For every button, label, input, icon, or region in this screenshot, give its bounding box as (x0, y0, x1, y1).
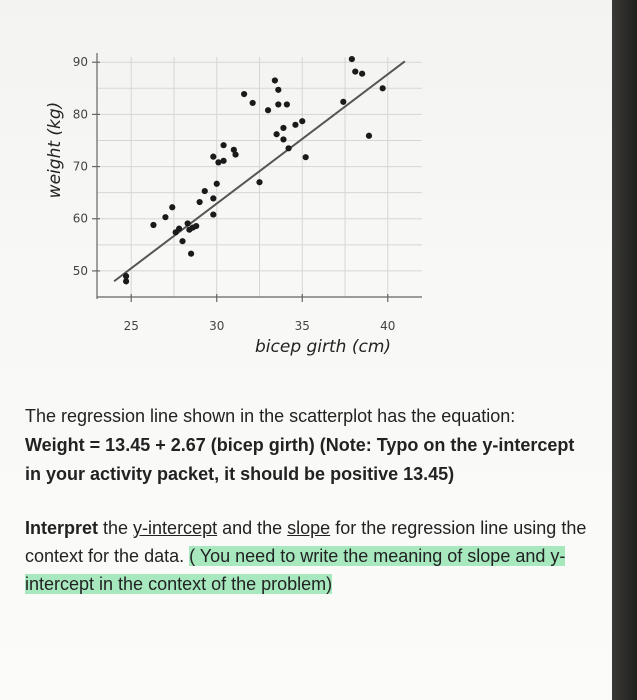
data-point (272, 77, 278, 83)
data-point (250, 100, 256, 106)
data-point (280, 125, 286, 131)
x-tick-label: 30 (209, 319, 225, 333)
data-point (366, 133, 372, 139)
y-tick-label: 60 (72, 211, 88, 226)
data-point (275, 101, 281, 107)
data-point (185, 220, 191, 226)
data-point (299, 118, 305, 124)
data-point (265, 107, 271, 113)
data-point (210, 195, 216, 201)
y-tick-label: 70 (72, 159, 88, 174)
data-point (274, 131, 280, 137)
y-tick-label: 50 (72, 263, 88, 278)
data-point (275, 87, 281, 93)
data-point (169, 204, 175, 210)
data-point (284, 101, 290, 107)
instructions-text: for the regression line using the context for the data. (25, 518, 587, 566)
data-point (352, 69, 358, 75)
data-point (193, 223, 199, 229)
question-text (25, 402, 595, 598)
slope-term: slope (287, 518, 331, 538)
data-point (150, 222, 156, 228)
data-point (123, 273, 129, 279)
data-point (241, 91, 247, 97)
data-point (220, 142, 226, 148)
data-point (380, 85, 386, 91)
y-axis-label: weight (kg) (45, 101, 65, 199)
data-point (197, 199, 203, 205)
data-point (210, 211, 216, 217)
paragraph-instructions (25, 514, 595, 598)
intro-text: The regression line shown in the scatterplot has the equation: (25, 406, 516, 426)
data-point (292, 122, 298, 128)
x-tick-label: 25 (123, 319, 139, 333)
background-edge (612, 0, 637, 700)
data-point (280, 136, 286, 142)
highlighted-instruction: ( You need to write the meaning of slope and y-intercept in the context of the problem) (25, 546, 566, 594)
chart-grid (97, 57, 422, 297)
x-tick-label: 35 (294, 319, 310, 333)
data-point (162, 214, 168, 220)
data-point (214, 181, 220, 187)
equation-text: Weight = 13.45 + 2.67 (bicep girth) (Note: Typo on the y-intercept in your activity packet, it should be positive 13.45) (25, 435, 575, 484)
text-the: the (98, 518, 134, 538)
data-points (123, 56, 386, 284)
data-point (303, 154, 309, 160)
data-point (179, 238, 185, 244)
data-point (232, 151, 238, 157)
x-tick-label: 40 (380, 319, 396, 333)
chart-axes (92, 53, 422, 302)
interpret-word: Interpret (25, 518, 99, 538)
data-point (349, 56, 355, 62)
y-intercept-term: y-intercept (133, 518, 218, 538)
y-tick-label: 80 (72, 107, 88, 122)
paragraph-equation (25, 402, 595, 489)
data-point (256, 179, 262, 185)
y-tick-label: 90 (72, 55, 88, 70)
data-point (359, 71, 365, 77)
data-point (210, 154, 216, 160)
data-point (176, 226, 182, 232)
data-point (202, 188, 208, 194)
x-axis-label: bicep girth (cm) (255, 337, 392, 357)
text-and-the: and the (217, 518, 288, 538)
data-point (220, 158, 226, 164)
data-point (340, 99, 346, 105)
data-point (188, 251, 194, 257)
data-point (285, 145, 291, 151)
chart-tick-labels (73, 55, 396, 333)
